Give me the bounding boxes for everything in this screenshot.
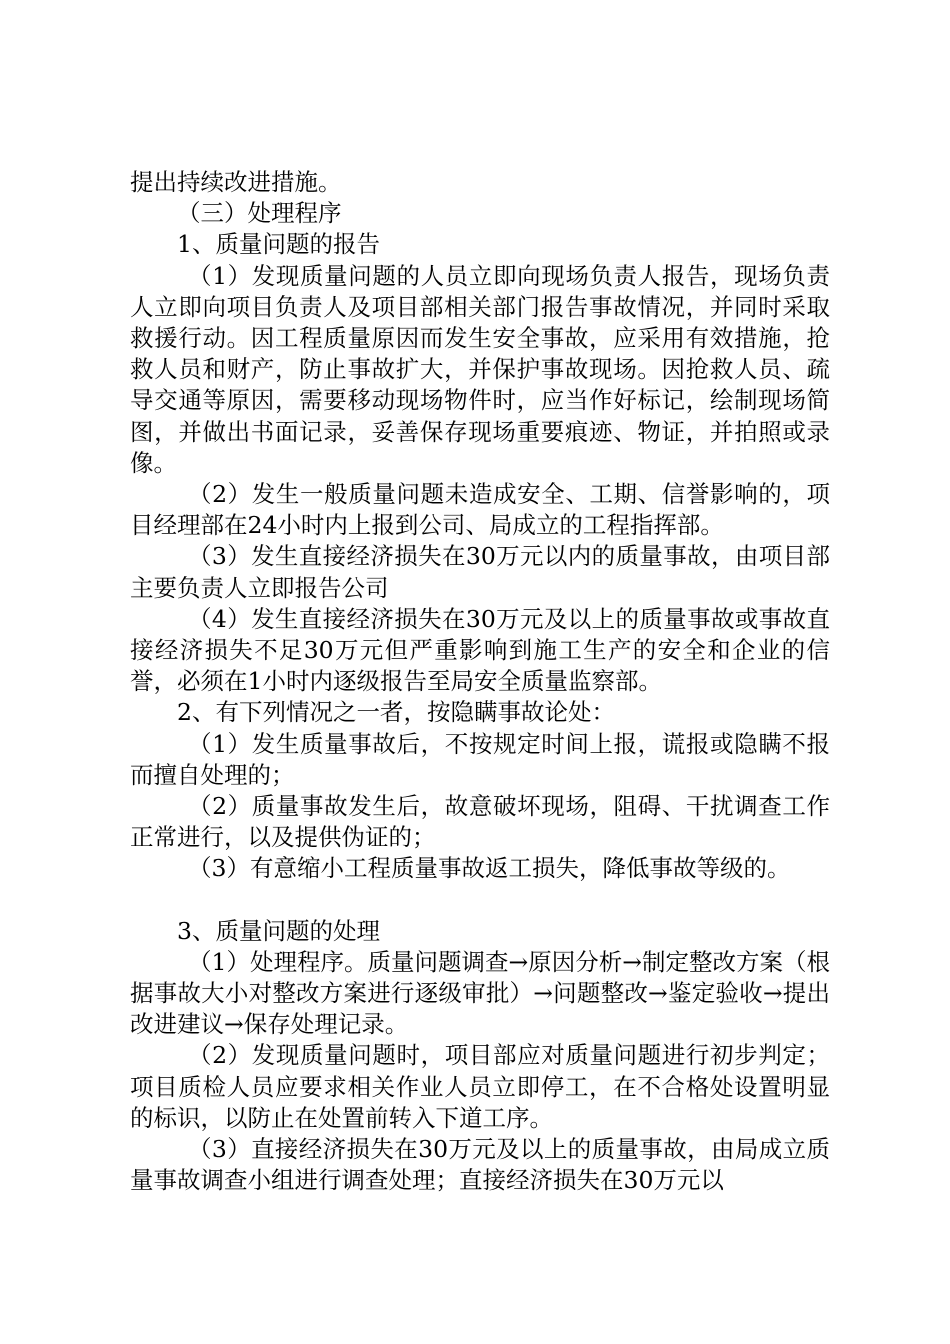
- paragraph-report-3: （3）发生直接经济损失在30万元以内的质量事故，由项目部主要负责人立即报告公司: [130, 542, 830, 602]
- paragraph-handling-2: （2）发现质量问题时，项目部应对质量问题进行初步判定；项目质检人员应要求相关作业人员立即停工，在不合格处设置明显的标识，以防止在处置前转入下道工序。: [130, 1041, 830, 1132]
- paragraph-handling-3: （3）直接经济损失在30万元及以上的质量事故，由局成立质量事故调查小组进行调查处理；直接经济损失在30万元以: [130, 1135, 830, 1195]
- document-body: [130, 167, 830, 1197]
- subheading-concealment: 2、有下列情况之一者，按隐瞒事故论处：: [177, 698, 615, 727]
- paragraph-concealment-2: （2）质量事故发生后，故意破坏现场，阻碍、干扰调查工作正常进行，以及提供伪证的；: [130, 792, 830, 852]
- paragraph-concealment-1: （1）发生质量事故后，不按规定时间上报，谎报或隐瞒不报而擅自处理的；: [130, 729, 830, 789]
- paragraph-handling-1: （1）处理程序。质量问题调查→原因分析→制定整改方案（根据事故大小对整改方案进行逐级审批）→问题整改→鉴定验收→提出改进建议→保存处理记录。: [130, 947, 830, 1039]
- paragraph-report-2: （2）发生一般质量问题未造成安全、工期、信誉影响的，项目经理部在24小时内上报到公司、局成立的工程指挥部。: [130, 480, 830, 540]
- section-heading-processing-procedure: （三）处理程序: [177, 199, 342, 228]
- subheading-quality-handling: 3、质量问题的处理: [177, 916, 380, 945]
- paragraph-concealment-3: （3）有意缩小工程质量事故返工损失，降低事故等级的。: [188, 854, 791, 883]
- paragraph-report-1: （1）发现质量问题的人员立即向现场负责人报告，现场负责人立即向项目负责人及项目部相关部门报告事故情况，并同时采取救援行动。因工程质量原因而发生安全事故，应采用有效措施，抢救人员和财产，防止事故扩大，并保护事故现场。因抢救人员、疏导交通等原因，需要移动现场物件时，应当作好标记，绘制现场简图，并做出书面记录，妥善保存现场重要痕迹、物证，并拍照或录像。: [130, 261, 830, 477]
- blank-line: [130, 885, 830, 916]
- subheading-quality-report: 1、质量问题的报告: [177, 230, 380, 259]
- paragraph-report-4: （4）发生直接经济损失在30万元及以上的质量事故或事故直接经济损失不足30万元但严重影响到施工生产的安全和企业的信誉，必须在1小时内逐级报告至局安全质量监察部。: [130, 604, 830, 696]
- paragraph-1: 提出持续改进措施。: [130, 168, 342, 196]
